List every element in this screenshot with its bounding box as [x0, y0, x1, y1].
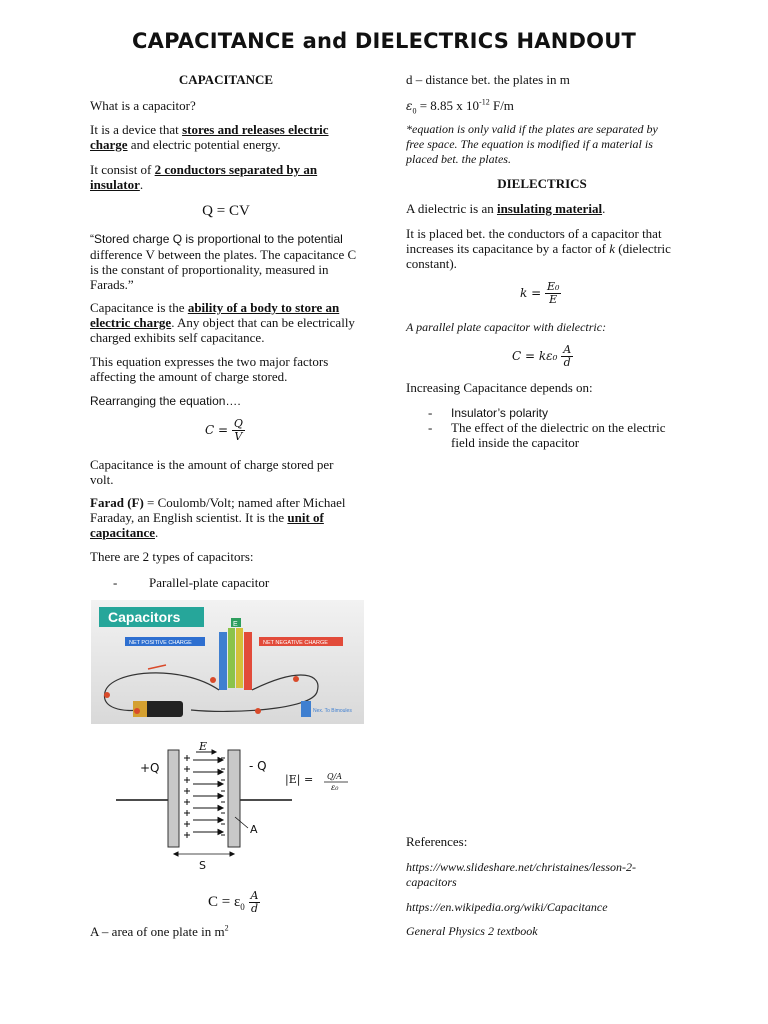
rearranging-text: Rearranging the equation….: [90, 394, 241, 408]
equation-c-k-epsilon: C = kε₀ $\frac{A}{d}$: [512, 343, 572, 369]
dielectrics-heading: DIELECTRICS: [497, 176, 587, 191]
capacitor-composition: It consist of 2 conductors separated by an insulator.: [90, 162, 318, 192]
e-field-label: E: [233, 621, 238, 628]
reference-textbook: General Physics 2 textbook: [406, 924, 538, 938]
net-negative-label: NET NEGATIVE CHARGE: [263, 640, 328, 646]
what-is-capacitor: What is a capacitor?: [90, 98, 196, 113]
area-definition: A – area of one plate in $m^2$: [90, 923, 229, 939]
illustration-logo: Nex. To Bimoules: [313, 708, 352, 714]
capacitance-per-volt: Capacitance is the amount of charge stored per volt.: [90, 457, 334, 487]
two-factors-text: This equation expresses the two major factors affecting the amount of charge stored.: [90, 354, 329, 384]
distance-definition: d – distance bet. the plates in m: [406, 72, 570, 87]
epsilon-zero-value: $\varepsilon_0 = 8.85$ x $10^{-12}$ F/m: [406, 97, 514, 116]
stored-charge-quote: “Stored charge Q is proportional to the potential difference V between the plates. The capacitance C is the constant of proportionality, measured in Farads.”: [90, 232, 357, 292]
net-positive-label: NET POSITIVE CHARGE: [129, 640, 192, 646]
minus-q-label: - Q: [249, 759, 267, 773]
equation-k-e0-over-e: k = $\frac{\text{E₀}}{E}$: [520, 280, 560, 306]
field-formula-lhs: |E| =: [285, 773, 314, 786]
parallel-plate-dielectric-note: A parallel plate capacitor with dielectric:: [406, 320, 607, 334]
field-formula-den: ε₀: [331, 783, 339, 792]
area-a-label: A: [250, 823, 258, 836]
parallel-plate-diagram-svg: [112, 738, 362, 872]
bullet-insulator-polarity: - Insulator’s polarity: [428, 405, 548, 420]
reference-link-wikipedia[interactable]: https://en.wikipedia.org/wiki/Capacitance: [406, 900, 608, 914]
separation-s-label: S: [199, 859, 206, 872]
capacitor-definition: It is a device that stores and releases electric charge and electric potential energy.: [90, 122, 329, 152]
capacitors-image-title: Capacitors: [108, 609, 181, 625]
references-heading: References:: [406, 834, 468, 849]
dielectric-definition: A dielectric is an insulating material.: [406, 201, 606, 216]
parallel-plate-diagram: [112, 738, 362, 872]
page-title: CAPACITANCE and DIELECTRICS HANDOUT: [132, 29, 636, 53]
field-formula-num: Q/A: [327, 772, 343, 781]
increasing-capacitance-text: Increasing Capacitance depends on:: [406, 380, 593, 395]
e-vector-label: E: [199, 740, 208, 753]
dielectric-placement: It is placed bet. the conductors of a capacitor that increases its capacitance by a factor of k (dielectric constant).: [406, 226, 671, 271]
plus-q-label: +Q: [140, 761, 160, 775]
equation-c-q-over-v: C = $\frac{Q}{V}$: [205, 417, 243, 443]
capacitance-ability: Capacitance is the ability of a body to store an electric charge. Any object that can be electrically charged exhibits self capacitance.: [90, 300, 355, 345]
farad-definition: Farad (F) = Coulomb/Volt; named after Michael Faraday, an English scientist. It is the unit of capacitance.: [90, 495, 346, 540]
bullet-dielectric-effect: - The effect of the dielectric on the electric field inside the capacitor: [428, 420, 666, 450]
reference-link-slideshare[interactable]: https://www.slideshare.net/christaines/lesson-2-capacitors: [406, 860, 636, 889]
equation-validity-note: *equation is only valid if the plates are separated by free space. The equation is modified if a material is placed bet. the plates.: [406, 122, 658, 166]
capacitors-illustration-svg: [91, 600, 364, 724]
types-of-capacitors: There are 2 types of capacitors:: [90, 549, 254, 564]
equation-q-cv: Q = CV: [202, 203, 250, 219]
bullet-parallel-plate: - Parallel-plate capacitor: [113, 575, 270, 590]
capacitance-heading: CAPACITANCE: [178, 72, 274, 87]
capacitors-illustration: [91, 600, 364, 724]
equation-c-epsilon-a-d: $C = \varepsilon_0$ $\frac{A}{d}$: [208, 889, 259, 915]
